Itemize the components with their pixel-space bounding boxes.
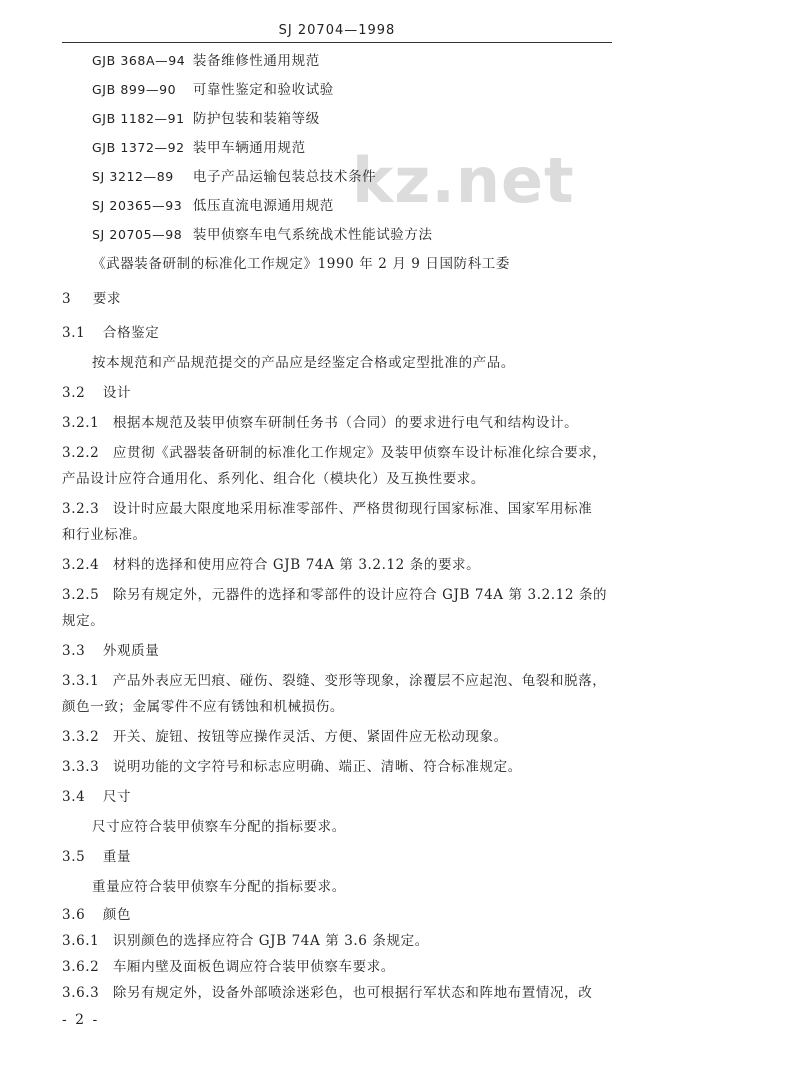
clause-number: 3.5 xyxy=(62,849,86,865)
clause-body: 重量应符合装甲侦察车分配的指标要求。 xyxy=(92,879,346,895)
subclause-number: 3.2.3 xyxy=(62,501,100,517)
clause-heading xyxy=(62,848,131,866)
reference-code: SJ 20365—93 xyxy=(92,198,183,213)
subclause-text: 设计时应最大限度地采用标准零部件、严格贯彻现行国家标准、国家军用标准 xyxy=(112,501,593,517)
subclause xyxy=(62,556,480,574)
reference-item xyxy=(92,168,376,186)
subclause-number: 3.3.3 xyxy=(62,759,100,775)
subclause-continuation: 规定。 xyxy=(62,613,105,629)
clause-heading xyxy=(62,384,131,402)
subclause-text: 开关、旋钮、按钮等应操作灵活、方便、紧固件应无松动现象。 xyxy=(112,729,508,745)
section-heading xyxy=(62,290,121,308)
clause-number: 3.2 xyxy=(62,385,86,401)
reference-item xyxy=(92,81,334,99)
reference-item xyxy=(92,139,306,157)
subclause-number: 3.2.5 xyxy=(62,587,100,603)
subclause-number: 3.3.2 xyxy=(62,729,100,745)
reference-code: GJB 1182—91 xyxy=(92,111,185,126)
clause-heading xyxy=(62,324,159,342)
reference-item xyxy=(92,52,320,70)
clause-title: 设计 xyxy=(102,385,132,401)
clause-heading xyxy=(62,906,131,924)
reference-title: 防护包装和装箱等级 xyxy=(192,111,320,127)
subclause xyxy=(62,728,508,746)
subclause xyxy=(62,984,592,1002)
subclause-continuation: 产品设计应符合通用化、系列化、组合化（模块化）及互换性要求。 xyxy=(62,471,485,487)
subclause-text: 产品外表应无凹痕、碰伤、裂缝、变形等现象，涂覆层不应起泡、龟裂和脱落， xyxy=(112,673,607,689)
reference-extra: 《武器装备研制的标准化工作规定》1990 年 2 月 9 日国防科工委 xyxy=(92,256,510,272)
clause-body: 按本规范和产品规范提交的产品应是经鉴定合格或定型批准的产品。 xyxy=(92,355,515,371)
reference-title: 可靠性鉴定和验收试验 xyxy=(192,82,334,98)
reference-code: SJ 3212—89 xyxy=(92,169,174,184)
clause-number: 3.4 xyxy=(62,789,86,805)
clause-number: 3.1 xyxy=(62,325,86,341)
clause-heading xyxy=(62,642,159,660)
subclause-text: 说明功能的文字符号和标志应明确、端正、清晰、符合标准规定。 xyxy=(112,759,522,775)
subclause xyxy=(62,444,606,462)
clause-title: 重量 xyxy=(102,849,132,865)
clause-title: 合格鉴定 xyxy=(102,325,160,341)
reference-code: SJ 20705—98 xyxy=(92,227,183,242)
subclause xyxy=(62,672,606,690)
clause-heading xyxy=(62,788,131,806)
subclause-text: 除另有规定外，设备外部喷涂迷彩色，也可根据行军状态和阵地布置情况，改 xyxy=(112,985,593,1001)
subclause xyxy=(62,932,429,950)
subclause xyxy=(62,414,578,432)
subclause-continuation: 和行业标准。 xyxy=(62,527,147,543)
page-number: - 2 - xyxy=(62,1012,100,1028)
clause-title: 外观质量 xyxy=(102,643,160,659)
subclause xyxy=(62,586,607,604)
subclause-text: 材料的选择和使用应符合 GJB 74A 第 3.2.12 条的要求。 xyxy=(112,557,481,573)
subclause-text: 识别颜色的选择应符合 GJB 74A 第 3.6 条规定。 xyxy=(112,933,429,949)
section-title: 要求 xyxy=(92,291,122,307)
reference-code: GJB 1372—92 xyxy=(92,140,185,155)
subclause xyxy=(62,958,395,976)
clause-number: 3.6 xyxy=(62,907,86,923)
reference-title: 装甲车辆通用规范 xyxy=(192,140,306,156)
reference-item xyxy=(92,226,433,244)
subclause-text: 车厢内壁及面板色调应符合装甲侦察车要求。 xyxy=(112,959,395,975)
subclause-continuation: 颜色一致；金属零件不应有锈蚀和机械损伤。 xyxy=(62,699,344,715)
subclause-number: 3.6.2 xyxy=(62,959,100,975)
reference-item xyxy=(92,110,320,128)
reference-code: GJB 899—90 xyxy=(92,82,177,97)
clause-title: 尺寸 xyxy=(102,789,132,805)
page-header: SJ 20704—1998 xyxy=(62,20,612,43)
subclause-number: 3.2.4 xyxy=(62,557,100,573)
clause-number: 3.3 xyxy=(62,643,86,659)
subclause-number: 3.2.2 xyxy=(62,445,100,461)
subclause-text: 根据本规范及装甲侦察车研制任务书（合同）的要求进行电气和结构设计。 xyxy=(112,415,579,431)
reference-title: 装甲侦察车电气系统战术性能试验方法 xyxy=(192,227,433,243)
subclause-text: 除另有规定外，元器件的选择和零部件的设计应符合 GJB 74A 第 3.2.12 条的 xyxy=(112,587,608,603)
reference-title: 装备维修性通用规范 xyxy=(192,53,320,69)
subclause xyxy=(62,758,522,776)
subclause-number: 3.6.3 xyxy=(62,985,100,1001)
reference-item xyxy=(92,197,334,215)
reference-code: GJB 368A—94 xyxy=(92,53,186,68)
clause-title: 颜色 xyxy=(102,907,132,923)
clause-body: 尺寸应符合装甲侦察车分配的指标要求。 xyxy=(92,819,346,835)
watermark: kz.net xyxy=(352,144,575,217)
reference-title: 电子产品运输包装总技术条件 xyxy=(192,169,377,185)
section-number: 3 xyxy=(62,291,72,307)
reference-title: 低压直流电源通用规范 xyxy=(192,198,334,214)
subclause-number: 3.6.1 xyxy=(62,933,100,949)
subclause-number: 3.2.1 xyxy=(62,415,100,431)
subclause xyxy=(62,500,592,518)
subclause-number: 3.3.1 xyxy=(62,673,100,689)
subclause-text: 应贯彻《武器装备研制的标准化工作规定》及装甲侦察车设计标准化综合要求， xyxy=(112,445,607,461)
